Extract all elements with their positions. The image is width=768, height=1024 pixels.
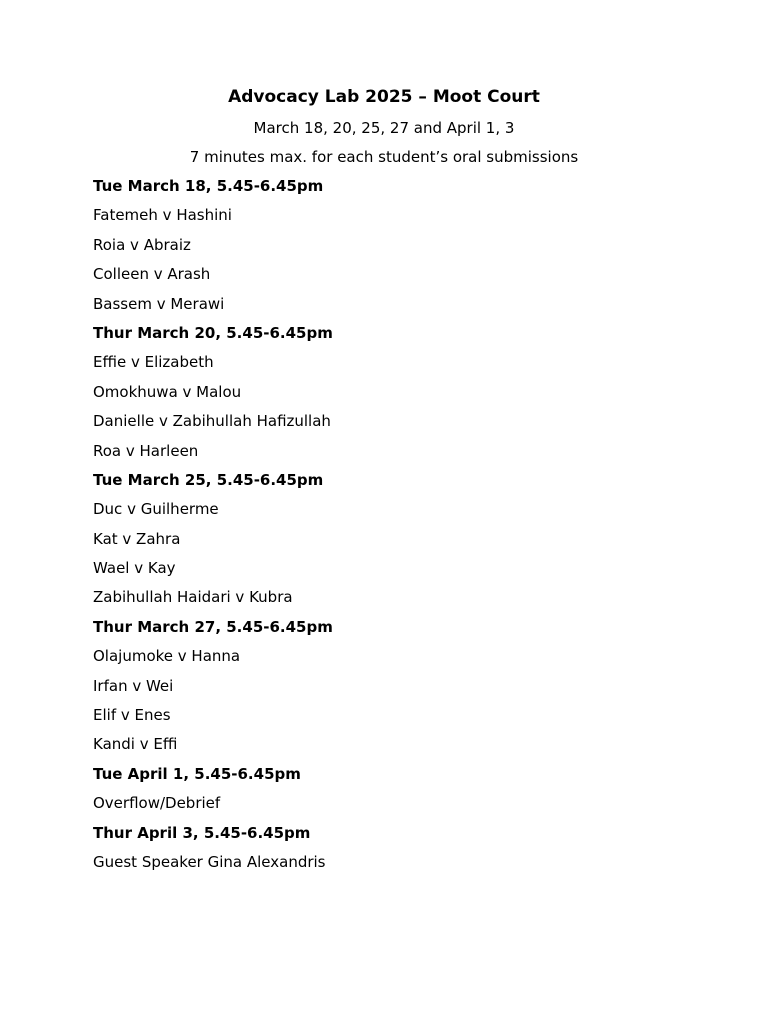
document-title: Advocacy Lab 2025 – Moot Court (228, 87, 540, 107)
session-heading: Tue March 25, 5.45-6.45pm (93, 470, 324, 489)
matchup-item: Guest Speaker Gina Alexandris (93, 852, 326, 871)
matchup-item: Kandi v Effi (93, 735, 178, 754)
matchup-item: Zabihullah Haidari v Kubra (93, 588, 293, 607)
session-heading: Thur April 3, 5.45-6.45pm (93, 823, 311, 842)
matchup-item: Kat v Zahra (93, 529, 181, 548)
matchup-item: Elif v Enes (93, 706, 171, 725)
matchup-item: Colleen v Arash (93, 265, 211, 284)
matchup-item: Irfan v Wei (93, 676, 174, 695)
matchup-item: Overflow/Debrief (93, 794, 221, 813)
schedule-list (93, 176, 693, 881)
matchup-item: Effie v Elizabeth (93, 353, 214, 372)
session-heading: Tue March 18, 5.45-6.45pm (93, 177, 324, 195)
matchup-item: Omokhuwa v Malou (93, 382, 242, 401)
session-dates: March 18, 20, 25, 27 and April 1, 3 (253, 119, 515, 137)
session-heading: Thur March 20, 5.45-6.45pm (93, 323, 333, 342)
matchup-item: Olajumoke v Hanna (93, 647, 241, 666)
session-heading: Thur March 27, 5.45-6.45pm (93, 617, 333, 636)
matchup-item: Duc v Guilherme (93, 500, 219, 519)
matchup-item: Bassem v Merawi (93, 294, 225, 313)
matchup-item: Roia v Abraiz (93, 235, 191, 254)
matchup-item: Danielle v Zabihullah Hafizullah (93, 412, 331, 431)
matchup-item: Wael v Kay (93, 559, 176, 578)
time-limit-note: 7 minutes max. for each student’s oral submissions (189, 148, 579, 166)
matchup-item: Fatemeh v Hashini (93, 206, 232, 225)
session-heading: Tue April 1, 5.45-6.45pm (93, 764, 301, 783)
matchup-item: Roa v Harleen (93, 441, 199, 460)
